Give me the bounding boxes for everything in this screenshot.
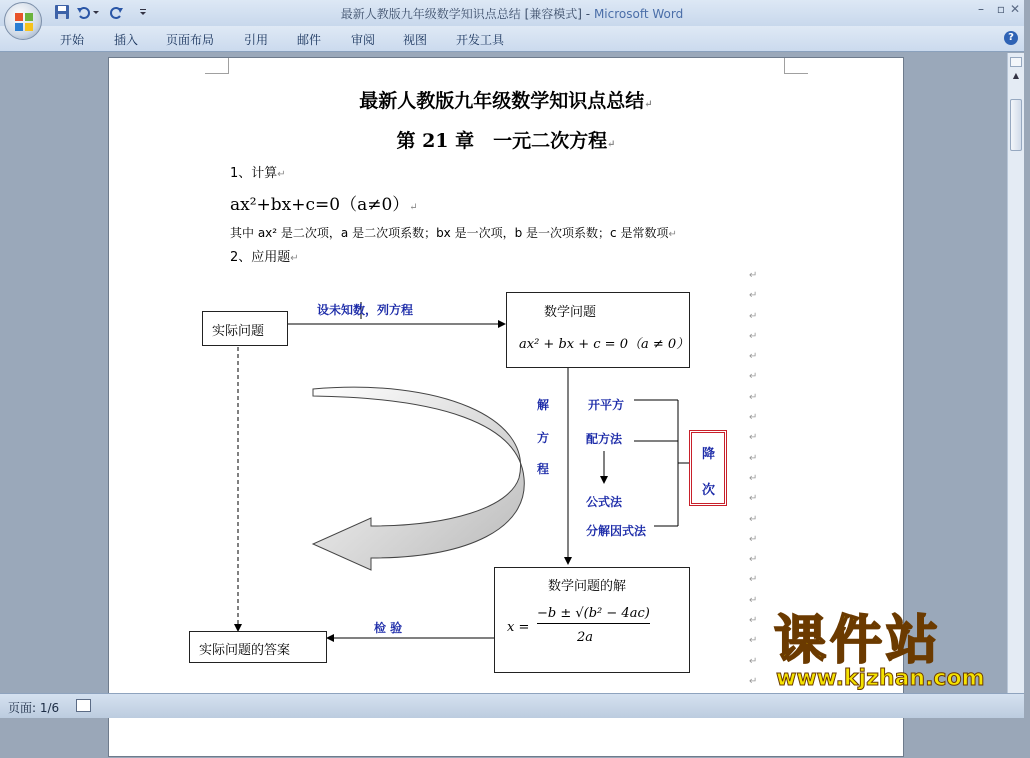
paragraph-mark: ↵ — [749, 493, 758, 505]
paragraph-mark: ↵ — [749, 554, 758, 566]
math-equation: ax² + bx + c = 0（a ≠ 0） — [519, 337, 690, 352]
paragraph-mark: ↵ — [749, 391, 758, 403]
return-arrow-shape — [313, 387, 524, 570]
paragraph-mark: ↵ — [749, 574, 758, 586]
reduce-label-2: 次 — [702, 483, 716, 498]
paragraph-mark: ↵ — [607, 139, 616, 150]
paragraph-mark: ↵ — [290, 253, 299, 264]
math-solution-box — [494, 567, 690, 673]
tab-insert[interactable]: 插入 — [114, 33, 139, 47]
office-button[interactable] — [4, 2, 42, 40]
real-answer-box — [189, 631, 327, 663]
title-bar — [0, 0, 1024, 26]
tab-mailings[interactable]: 邮件 — [297, 33, 322, 47]
paragraph-mark: ↵ — [668, 229, 677, 240]
vertical-scrollbar[interactable] — [1007, 53, 1024, 693]
close-button[interactable]: ✕ — [1009, 2, 1021, 16]
tab-page-layout[interactable]: 页面布局 — [166, 33, 215, 47]
ribbon-tab-bar — [0, 26, 1024, 52]
tab-references[interactable]: 引用 — [244, 33, 269, 47]
math-solution-label: 数学问题的解 — [548, 579, 627, 594]
paragraph-mark: ↵ — [749, 310, 758, 322]
solve-label-1: 解 — [537, 398, 550, 412]
app-name: Microsoft Word — [593, 7, 684, 21]
paragraph-mark-column — [749, 266, 761, 713]
verify-label: 检 验 — [374, 621, 403, 635]
method-square-root: 开平方 — [588, 398, 625, 412]
window-title — [0, 5, 1024, 22]
scroll-thumb[interactable] — [1010, 99, 1022, 151]
reduce-label-1: 降 — [702, 447, 716, 462]
paragraph-mark: ↵ — [749, 675, 758, 687]
scroll-up-arrow-icon[interactable]: ▲ — [1012, 71, 1020, 80]
solution-denominator: 2a — [577, 630, 594, 645]
paragraph-mark: ↵ — [749, 635, 758, 647]
paragraph-mark: ↵ — [409, 202, 418, 213]
tab-developer[interactable]: 开发工具 — [456, 33, 505, 47]
paragraph-mark: ↵ — [749, 290, 758, 302]
reduce-degree-box — [689, 430, 727, 506]
paragraph-mark: ↵ — [749, 412, 758, 424]
paragraph-mark: ↵ — [749, 452, 758, 464]
method-formula: 公式法 — [586, 495, 623, 509]
paragraph-mark: ↵ — [749, 513, 758, 525]
paragraph-mark: ↵ — [749, 330, 758, 342]
document-area[interactable] — [0, 53, 1007, 693]
math-problem-label: 数学问题 — [544, 305, 597, 320]
watermark — [770, 612, 1024, 694]
item-2-text: 2、应用题 — [230, 250, 291, 265]
paragraph-mark: ↵ — [749, 270, 758, 281]
set-unknown-label: 设未知数，列方程 — [317, 303, 414, 317]
paragraph-mark: ↵ — [749, 594, 758, 606]
split-view-handle[interactable] — [1010, 57, 1022, 67]
watermark-url: www.kjzhan.com — [776, 666, 985, 691]
minimize-button[interactable]: – — [978, 2, 984, 16]
math-problem-box — [506, 292, 690, 368]
paragraph-mark: ↵ — [749, 351, 758, 363]
tab-home[interactable]: 开始 — [60, 33, 85, 47]
paragraph-mark: ↵ — [749, 655, 758, 667]
paragraph-mark: ↵ — [749, 472, 758, 484]
paragraph-mark: ↵ — [749, 432, 758, 444]
method-factoring: 分解因式法 — [586, 524, 647, 538]
paragraph-mark: ↵ — [277, 169, 286, 180]
tab-view[interactable]: 视图 — [403, 33, 428, 47]
real-problem-label: 实际问题 — [212, 324, 265, 339]
solve-label-3: 程 — [537, 462, 550, 476]
help-icon[interactable]: ? — [1004, 31, 1018, 45]
method-complete-square: 配方法 — [586, 432, 623, 446]
restore-button[interactable]: ▫ — [996, 2, 1006, 16]
watermark-logo-text: 课件站 — [774, 611, 943, 671]
status-bar — [0, 693, 1024, 718]
tab-review[interactable]: 审阅 — [351, 33, 376, 47]
office-logo-icon — [14, 12, 34, 32]
item-1-text: 1、计算 — [230, 166, 278, 181]
solution-lhs: x = — [507, 620, 530, 635]
heading-2-text: 第 21 章 一元二次方程 — [396, 130, 608, 152]
paragraph-mark: ↵ — [749, 615, 758, 627]
paragraph-mark: ↵ — [644, 99, 653, 110]
real-answer-label: 实际问题的答案 — [199, 643, 291, 658]
paragraph-mark: ↵ — [749, 533, 758, 545]
document-title: 最新人教版九年级数学知识点总结 [兼容模式] — [340, 7, 582, 21]
proofing-status-icon[interactable] — [76, 699, 91, 712]
title-separator: - — [581, 7, 594, 21]
heading-1-text: 最新人教版九年级数学知识点总结 — [359, 90, 645, 112]
solution-numerator: −b ± √(b² − 4ac) — [537, 606, 650, 624]
real-problem-box — [202, 311, 288, 346]
solve-label-2: 方 — [537, 431, 550, 445]
page-counter[interactable]: 页面: 1/6 — [8, 701, 60, 715]
explanation-text: 其中 ax² 是二次项，a 是二次项系数；bx 是一次项，b 是一次项系数；c 是常数项 — [230, 226, 669, 240]
formula-text: ax²+bx+c=0（a≠0） — [230, 195, 410, 215]
paragraph-mark: ↵ — [749, 371, 758, 383]
